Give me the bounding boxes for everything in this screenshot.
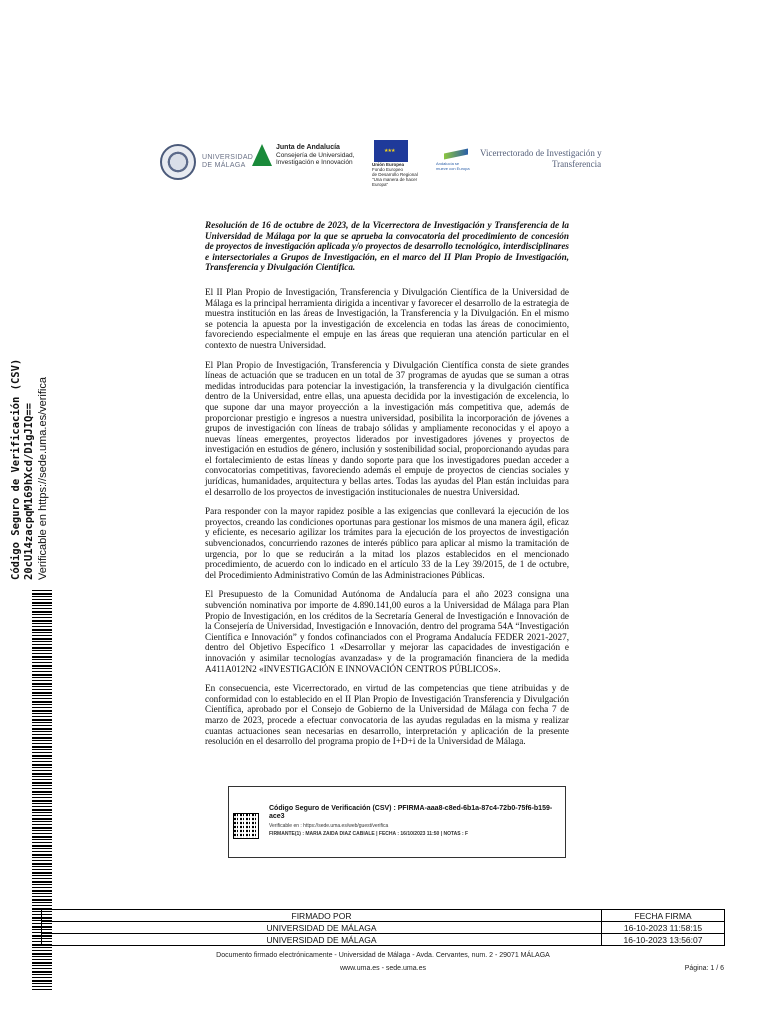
- junta-mark-icon: [252, 144, 272, 166]
- uma-seal-icon: [160, 144, 196, 180]
- table-header-row: [42, 910, 725, 922]
- uma-text: [202, 154, 253, 170]
- row-firmado: UNIVERSIDAD DE MÁLAGA: [42, 922, 602, 934]
- signature-csv: Código Seguro de Verificación (CSV) : PFIRMA-aaa8-c8ed-6b1a-87c4-72b0-75f6-b159-ace3: [269, 805, 553, 820]
- vicer-line-2: Transferencia: [552, 159, 602, 169]
- paragraph-4: El Presupuesto de la Comunidad Autónoma de Andalucía para el año 2023 consigna una subvención nominativa por importe de 4.890.141,00 euros a la Universidad de Málaga para Plan Propio de Investigación, en los créditos de la Secretaría General de Investigación e Innovación de la Consejería de Universidad, Investigación e Innovación, dentro del programa 54A “Investigación Científica e Innovación” y fondos cofinanciados con el Programa Andalucía FEDER 2021-2027, dentro del Objetivo Específico 1 «Desarrollar y mejorar las capacidades de investigación e innovación y asimilar tecnologías avanzadas» y de la programación financiera de la medida A411A012N2 «INVESTIGACIÓN E INNOVACIÓN CENTROS PÚBLICOS».: [205, 589, 569, 674]
- eu-line-3: de Desarrollo Regional: [372, 172, 418, 177]
- resolution-title: Resolución de 16 de octubre de 2023, de la Vicerrectora de Investigación y Transferencia de la Universidad de Málaga por la que se aprueba la convocatoria del procedimiento de concesión de proyectos de investigación aplicada y/o proyectos de desarrollo tecnológico, interdisciplinares e intersectoriales a Grupos de Investigación, en el marco del II Plan Propio de Investigación, Transferencia y Divulgación Científica.: [205, 220, 569, 273]
- footer-links[interactable]: www.uma.es - sede.uma.es: [340, 965, 426, 972]
- page-number: Página: 1 / 6: [684, 965, 724, 972]
- eu-line-4: "Una manera de hacer Europa": [372, 177, 418, 187]
- row-fecha: 16-10-2023 13:56:07: [602, 934, 725, 946]
- vicer-line-1: Vicerrectorado de Investigación y: [480, 148, 602, 158]
- qr-code-icon: [233, 813, 259, 839]
- andalucia-europa-icon: [436, 149, 472, 169]
- signature-firmante: FIRMANTE(1) : MARIA ZAIDA DIAZ CABIALE | FECHA : 16/10/2023 11:50 | NOTAS : F: [269, 831, 469, 837]
- eu-line-2: Fondo Europeo: [372, 167, 404, 172]
- paragraph-2: El Plan Propio de Investigación, Transferencia y Divulgación Científica consta de siete grandes líneas de actuación que se traducen en un total de 37 programas de ayudas que se suman a otras medidas introducidas para potenciar la investigación, la transferencia y la divulgación científica dentro de la Universidad, entre ellas, una apuesta decidida por la investigación de excelencia, lo que supone dar una mayor proyección a la investigación más competitiva que, además de proporcionar prestigio e ingresos a nuestra universidad, posibilita la incorporación de jóvenes a grupos de investigación con líneas de trabajo sólidas y ampliamente reconocidas y el apoyo a nuevas líneas emergentes, proyectos liderados por investigadores jóvenes y proyectos de investigación en estudios de género, inclusión y sostenibilidad social, proporcionando ayudas para el fortalecimiento de estas líneas y dando soporte para que los investigadores puedan acceder a convocatorias competitivas, favoreciendo además el empuje de proyectos de ciencias sociales y jurídicas, humanidades, arquitectura y bellas artes. Todas las ayudas del Plan están incluidas para el desarrollo de los proyectos de investigación institucionales de nuestra Universidad.: [205, 359, 569, 497]
- uma-line-2: DE MÁLAGA: [202, 162, 246, 169]
- paragraph-3: Para responder con la mayor rapidez posible a las exigencias que conllevará la ejecución de los proyectos, creando las condiciones oportunas para gestionar los mismos de una manera ágil, eficaz y eficiente, es necesario agilizar los trámites para la ejecución de los proyectos de investigación subvencionados, concurriendo razones de interés público para aplicar al mismo la tramitación de urgencia, por lo que se reducirán a la mitad los plazos establecidos en el mencionado procedimiento, de acuerdo con lo indicado en el artículo 33 de la Ley 39/2015, de 1 de octubre, del Procedimiento Administrativo Común de las Administraciones Públicas.: [205, 506, 569, 580]
- row-fecha: 16-10-2023 11:58:15: [602, 922, 725, 934]
- junta-text: [276, 144, 354, 167]
- vicer-small-text: Andalucía se mueve con Europa: [436, 161, 470, 171]
- footer-address: Documento firmado electrónicamente - Universidad de Málaga - Avda. Cervantes, num. 2 - 29071 MÁLAGA: [216, 952, 550, 959]
- eu-line-1: Unión Europea: [372, 162, 405, 167]
- table-row: [42, 934, 725, 946]
- eu-flag-icon: [374, 140, 408, 162]
- junta-line-2: Investigación e Innovación: [276, 159, 353, 166]
- csv-label: Código Seguro de Verificación (CSV): [10, 358, 22, 580]
- signature-box: [228, 786, 566, 858]
- vicer-text: [480, 148, 602, 170]
- paragraph-1: El II Plan Propio de Investigación, Transferencia y Divulgación Científica de la Universidad de Málaga es la principal herramienta dirigida a incentivar y favorecer el desarrollo de la estrategia de muestra institución en las áreas de Investigación, la Transferencia y la Divulgación. En el mismo se potencia la apuesta por la investigación de excelencia en todas las áreas de conocimiento, favoreciendo especialmente el empuje en las áreas que requieran una atención particular en el contexto de nuestra Universidad.: [205, 286, 570, 350]
- signatures-table: [41, 909, 725, 946]
- eu-logo: [372, 140, 422, 187]
- document-body: [205, 220, 569, 756]
- verify-link[interactable]: Verificable en https://sede.uma.es/verifica: [37, 377, 49, 580]
- signature-verify-url[interactable]: Verificable en : https://sede.uma.es/web/guest/verifica: [269, 823, 389, 829]
- row-firmado: UNIVERSIDAD DE MÁLAGA: [42, 934, 602, 946]
- csv-code: 20cU14zacpqM169hXcd/D1gJIQ==: [23, 402, 35, 580]
- junta-line-1: Consejería de Universidad,: [276, 151, 355, 159]
- header-logos: [160, 140, 620, 187]
- junta-title: Junta de Andalucía: [276, 144, 340, 151]
- vicerrectorado-logo: [436, 148, 602, 170]
- junta-logo: [252, 144, 354, 167]
- header-firmado: FIRMADO POR: [42, 910, 602, 922]
- table-row: [42, 922, 725, 934]
- uma-logo: [160, 144, 253, 180]
- eu-text: [372, 162, 422, 187]
- header-fecha: FECHA FIRMA: [602, 910, 725, 922]
- uma-line-1: UNIVERSIDAD: [202, 154, 254, 161]
- verification-sidebar: [10, 185, 50, 985]
- paragraph-5: En consecuencia, este Vicerrectorado, en virtud de las competencias que tiene atribuidas y de conformidad con lo establecido en el II Plan Propio de Investigación Transferencia y Divulgación Científica, aprobado por el Consejo de Gobierno de la Universidad de Málaga con fecha 7 de marzo de 2023, procede a efectuar convocatoria de las ayudas reguladas en la misma y realizar cuantas actuaciones sean necesarias en desarrollo, interpretación y aplicación de la presente resolución en el desarrollo del programa propio de I+D+i de la Universidad de Málaga.: [205, 683, 569, 747]
